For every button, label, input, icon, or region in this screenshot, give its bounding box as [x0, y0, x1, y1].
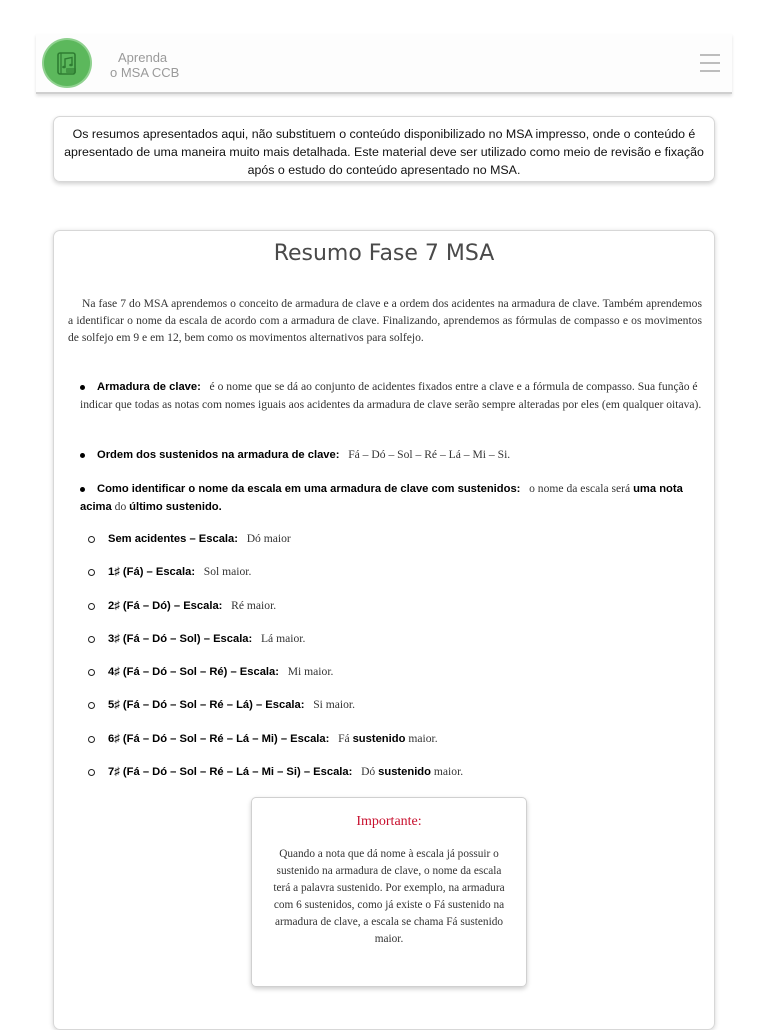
brand-line1: Aprenda	[118, 50, 168, 65]
scale-item	[88, 696, 688, 714]
scale-value: Dó	[361, 765, 376, 778]
bullet-armadura	[80, 378, 706, 413]
scale-label: Sem acidentes – Escala:	[108, 533, 238, 545]
scale-value: Fá	[338, 732, 350, 745]
circle-bullet-icon	[88, 569, 95, 576]
scale-label: 7♯ (Fá – Dó – Sol – Ré – Lá – Mi – Si) – Escala:	[108, 766, 353, 778]
bullet-label: Ordem dos sustenidos na armadura de clave:	[97, 449, 340, 461]
scale-value: Lá maior.	[260, 632, 306, 645]
circle-bullet-icon	[88, 769, 95, 776]
scale-value: Sol maior.	[203, 565, 252, 578]
bullet-ordem	[80, 446, 706, 464]
important-box	[251, 797, 527, 987]
circle-bullet-icon	[88, 536, 95, 543]
scale-value: Mi maior.	[287, 665, 334, 678]
bullet-bold: último sustenido.	[129, 501, 222, 513]
circle-bullet-icon	[88, 736, 95, 743]
scale-label: 6♯ (Fá – Dó – Sol – Ré – Lá – Mi) – Escala:	[108, 733, 330, 745]
music-notebook-icon[interactable]	[44, 40, 90, 86]
scale-item	[88, 530, 688, 548]
bullet-dot-icon	[80, 487, 85, 492]
scale-label: 3♯ (Fá – Dó – Sol) – Escala:	[108, 633, 253, 645]
scale-value: Ré maior.	[231, 599, 277, 612]
scale-bold: sustenido	[378, 766, 431, 778]
top-header	[36, 34, 732, 94]
bullet-identificar	[80, 480, 706, 516]
scale-item	[88, 730, 688, 748]
bullet-label: Armadura de clave:	[97, 381, 201, 393]
scale-label: 1♯ (Fá) – Escala:	[108, 566, 196, 578]
circle-bullet-icon	[88, 669, 95, 676]
important-heading: Importante:	[356, 814, 422, 829]
bullet-text: Fá – Dó – Sol – Ré – Lá – Mi – Si.	[348, 448, 511, 461]
bullet-dot-icon	[80, 453, 85, 458]
scale-label: 5♯ (Fá – Dó – Sol – Ré – Lá) – Escala:	[108, 699, 305, 711]
hamburger-menu-icon[interactable]	[700, 54, 720, 72]
circle-bullet-icon	[88, 702, 95, 709]
bullet-text: do	[114, 500, 127, 513]
scale-value: Si maior.	[313, 698, 356, 711]
bullet-label: Como identificar o nome da escala em uma armadura de clave com sustenidos:	[97, 483, 521, 495]
important-text: Quando a nota que dá nome à escala já possuir o sustenido na armadura de clave, o nome da escala terá a palavra sustenido. Por exemplo, na armadura com 6 sustenidos, como já existe o Fá sustenido na armadura de clave, a escala se chama Fá sustenido maior.	[273, 848, 505, 945]
scale-suffix: maior.	[433, 765, 464, 778]
page-title: Resumo Fase 7 MSA	[273, 241, 495, 266]
scale-item	[88, 763, 688, 781]
summary-card	[53, 230, 715, 1030]
bullet-bold: uma nota acima	[80, 483, 683, 513]
bullet-dot-icon	[80, 385, 85, 390]
scale-label: 4♯ (Fá – Dó – Sol – Ré) – Escala:	[108, 666, 279, 678]
brand-line2: o MSA CCB	[110, 65, 180, 80]
notice-text: Os resumos apresentados aqui, não substituem o conteúdo disponibilizado no MSA impresso, onde o conteúdo é apresentado de uma maneira muito mais detalhada. Este material deve ser utilizado como meio de revisão e fixação após o estudo do conteúdo apresentado no MSA.	[64, 127, 704, 177]
scale-suffix: maior.	[408, 732, 438, 745]
scale-item	[88, 630, 688, 648]
scale-item	[88, 597, 688, 615]
scale-value: Dó maior	[246, 532, 291, 545]
intro-paragraph: Na fase 7 do MSA aprendemos o conceito de armadura de clave e a ordem dos acidentes na armadura de clave. Também aprendemos a identificar o nome da escala de acordo com a armadura de clave. Finalizando, aprendemos as fórmulas de compasso e os movimentos de solfejo em 9 e em 12, bem como os movimentos alternativos para solfejo.	[68, 297, 702, 344]
scale-item	[88, 663, 688, 681]
bullet-text: é o nome que se dá ao conjunto de acidentes fixados entre a clave e a fórmula de compasso. Sua função é indicar que todas as notas com nomes iguais aos acidentes da armadura de clave serão sempre alteradas por eles (em qualquer oitava).	[80, 380, 702, 411]
circle-bullet-icon	[88, 636, 95, 643]
notice-box	[53, 116, 715, 182]
bullet-text: o nome da escala será	[529, 482, 631, 495]
circle-bullet-icon	[88, 603, 95, 610]
brand-name[interactable]	[110, 50, 179, 80]
scale-bold: sustenido	[352, 733, 406, 745]
scale-item	[88, 563, 688, 581]
scale-label: 2♯ (Fá – Dó) – Escala:	[108, 600, 223, 612]
